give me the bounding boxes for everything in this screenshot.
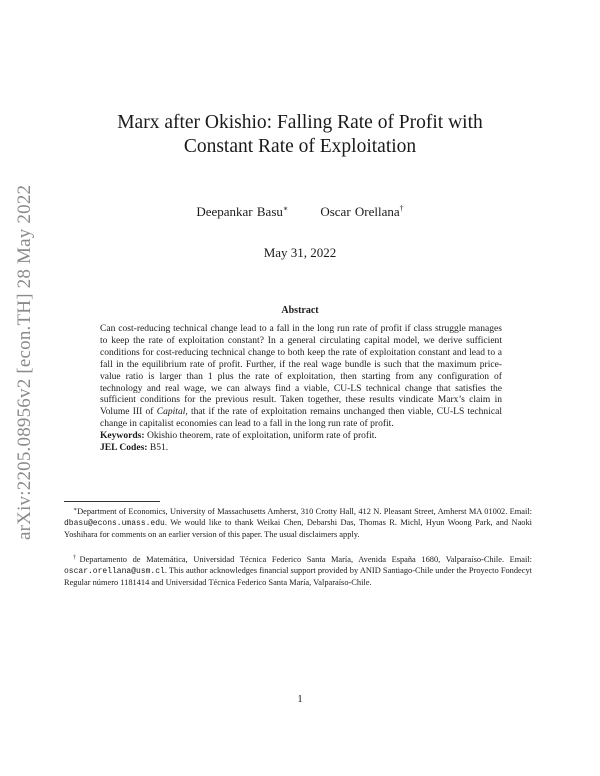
email-link[interactable]: oscar.orellana@usm.cl — [64, 567, 165, 577]
arxiv-identifier-stamp: arXiv:2205.08956v2 [econ.TH] 28 May 2022 — [14, 184, 35, 540]
keywords-line — [100, 430, 502, 442]
author-list — [0, 204, 600, 220]
footnote-2: †Departamento de Matemática, Universidad Técnica Federico Santa María, Avenida España 1680, Valparaíso-Chile. Email: oscar.orellana@usm.cl. This author acknowledges financial support provided by ANID Santiago-Chile under the Proyecto Fondecyt Regular número 1181414 and Universidad Técnica Federico Santa María, Valparaíso-Chile. — [64, 555, 533, 588]
jel-label: JEL Codes: — [100, 442, 148, 454]
abstract-body — [100, 323, 502, 454]
publication-date: May 31, 2022 — [263, 245, 337, 260]
author-name: Oscar Orellana — [320, 204, 400, 219]
abstract-text: Can cost-reducing technical change lead to a fall in the long run rate of profit if class struggle manages to keep the rate of exploitation constant? In a general circulating capital model, we derive sufficient conditions for cost-reducing technical change to both keep the rate of exploitation constant and lead to a fall in the equilibrium rate of profit. Further, if the real wage bundle is such that the maximum price-value ratio is larger than 1 plus the rate of exploitation, then starting from any configuration of technology and real wage, we can always find a viable, CU-LS technical change that satisfies the sufficient conditions for the previous result. Taken together, these results vindicate Marx’s claim in Volume III of Capital, that if the rate of exploitation remains unchanged then viable, CU-LS technical change in capitalist economies can lead to a fall in the long run rate of profit. — [100, 323, 502, 430]
title-line-2: Constant Rate of Exploitation — [183, 136, 417, 157]
author-name: Deepankar Basu — [196, 204, 283, 219]
abstract-heading: Abstract — [281, 305, 319, 316]
paper-title — [60, 111, 540, 159]
footnote-divider — [64, 501, 160, 502]
author-basu — [196, 204, 288, 220]
title-line-1: Marx after Okishio: Falling Rate of Profit with — [117, 112, 483, 133]
keywords-value: Okishio theorem, rate of exploitation, uniform rate of profit. — [146, 430, 377, 442]
jel-line — [100, 442, 502, 454]
footnote-mark[interactable]: ∗ — [282, 204, 289, 213]
keywords-label: Keywords: — [100, 430, 145, 442]
footnote-1: ∗Department of Economics, University of Massachusetts Amherst, 310 Crotty Hall, 412 N. Pleasant Street, Amherst MA 01002. Email: dbasu@econs.umass.edu. We would like to thank Weikai Chen, Debarshi Das, Thomas R. Michl, Hyun Woong Park, and Naoki Yoshihara for comments on an earlier version of this paper. The usual disclaimers apply. — [64, 507, 532, 540]
email-link[interactable]: dbasu@econs.umass.edu — [64, 519, 165, 529]
footnote-mark[interactable]: † — [399, 204, 404, 213]
author-orellana — [320, 204, 403, 220]
footnote-mark: † — [73, 555, 80, 561]
page-number: 1 — [297, 693, 303, 705]
footnote-mark: ∗ — [73, 507, 78, 513]
abstract-italic: Capital — [156, 406, 186, 418]
jel-value: B51. — [149, 442, 169, 454]
